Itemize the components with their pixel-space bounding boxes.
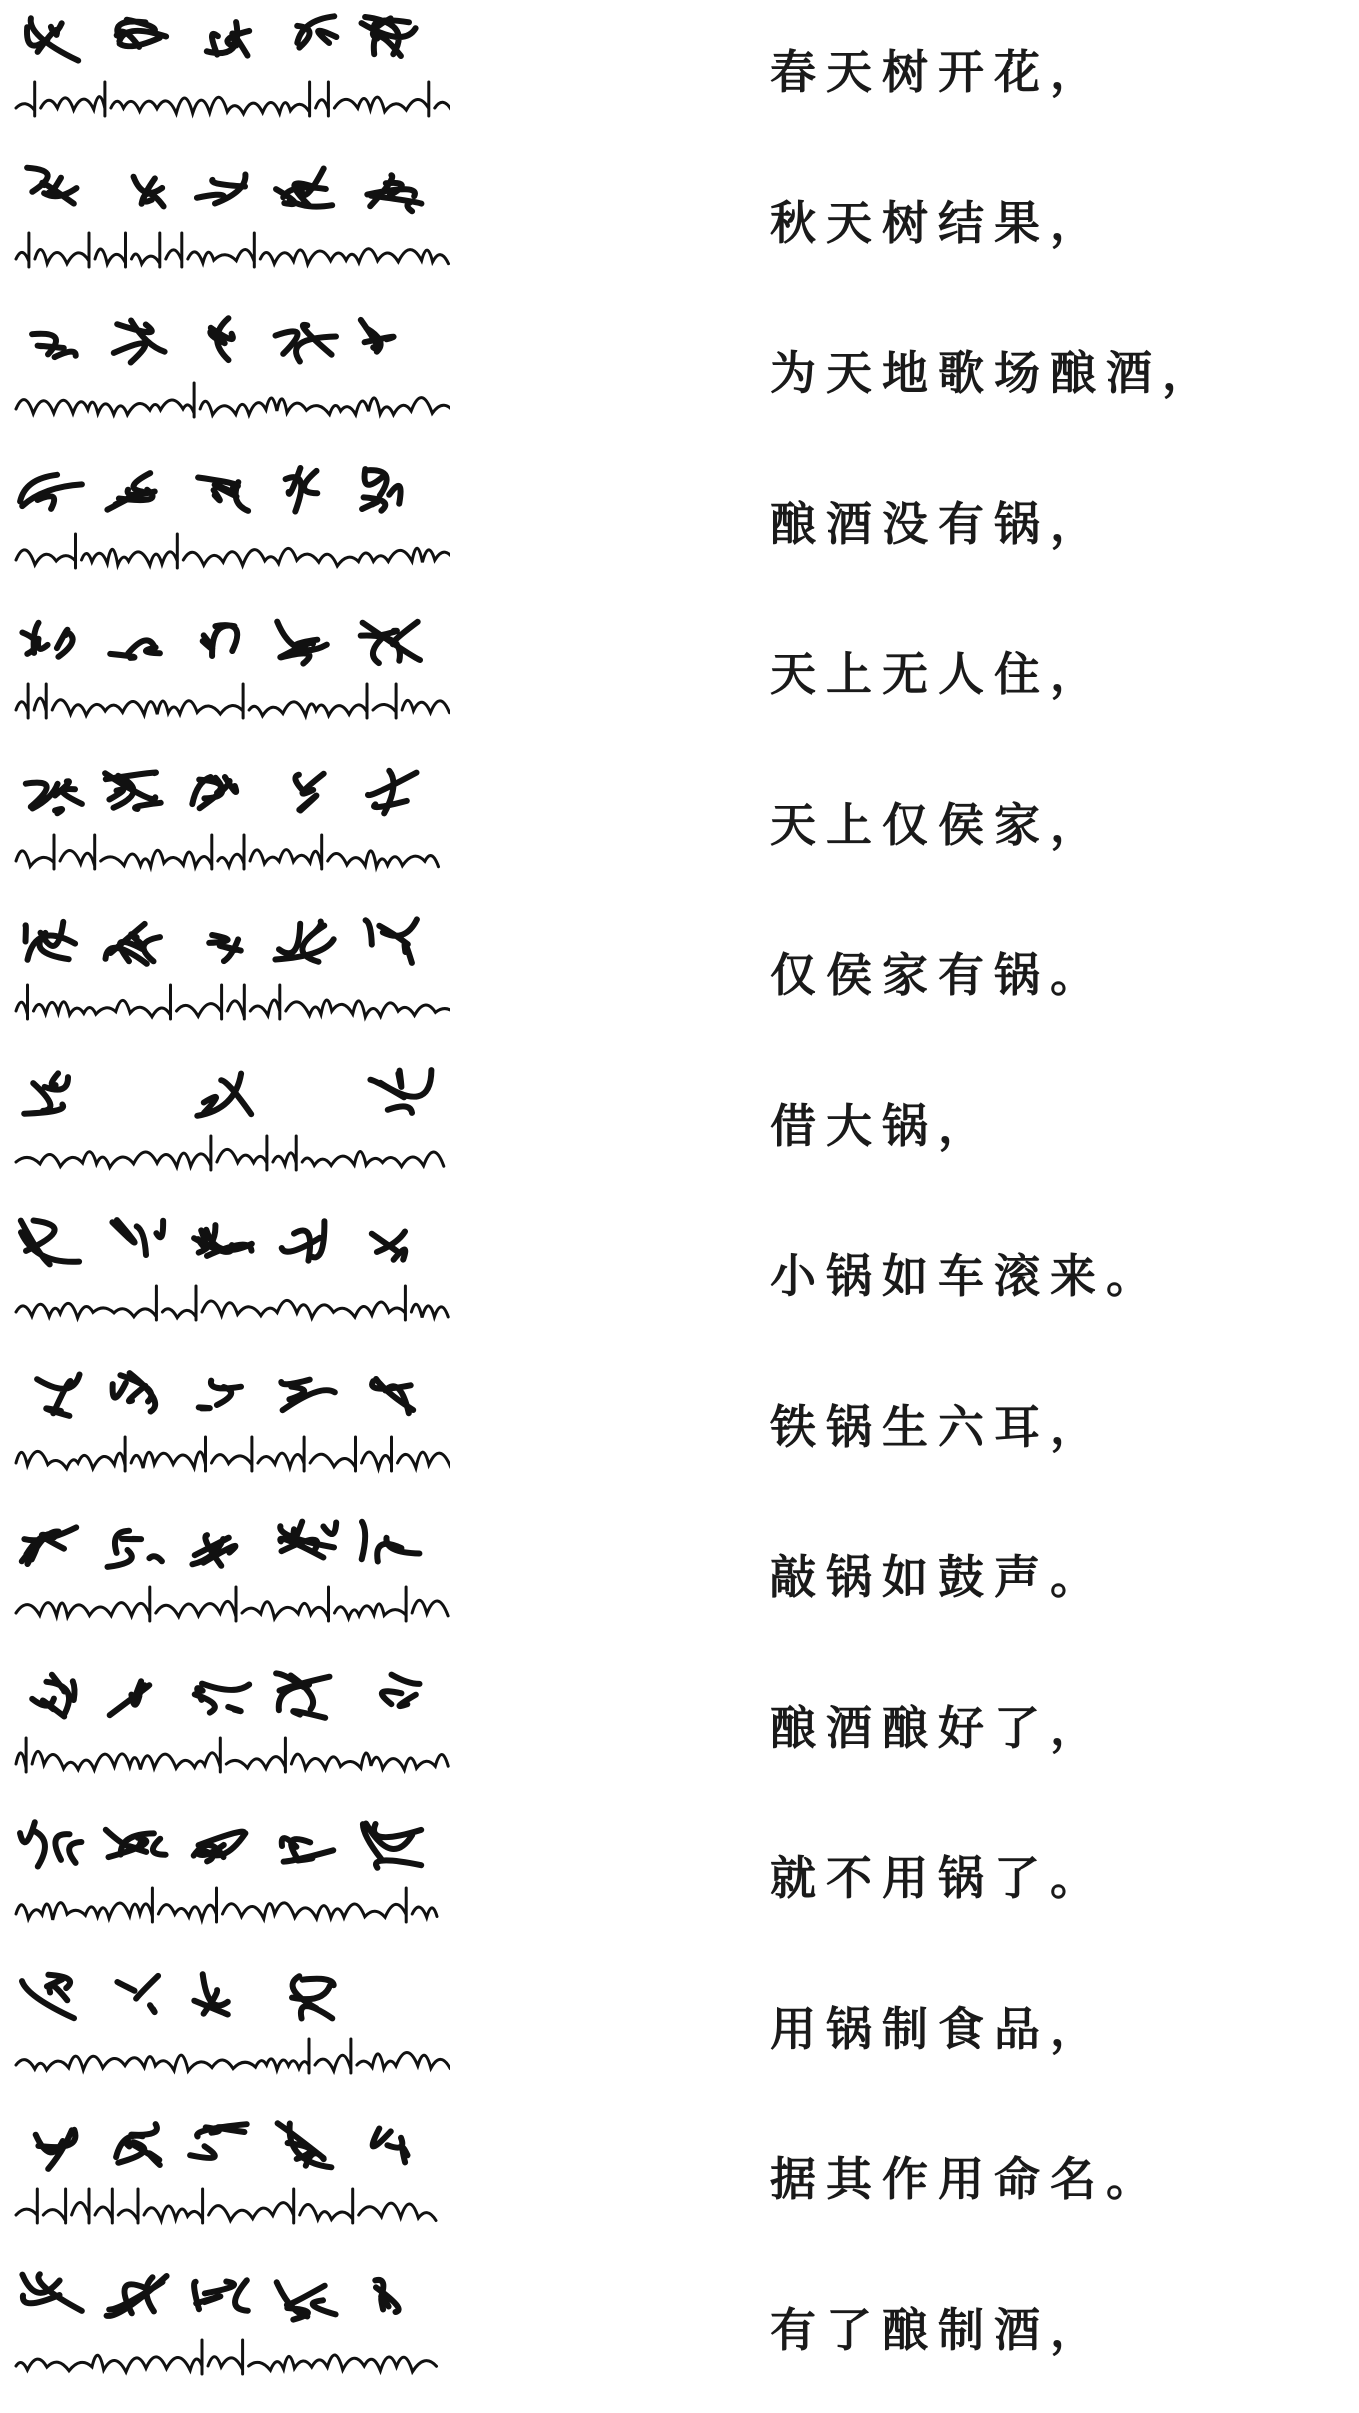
script-glyph [195,1683,250,1712]
script-glyph [197,174,246,203]
script-glyph [367,175,421,211]
script-glyph [372,1232,405,1260]
script-glyph [106,924,161,964]
script-glyph [116,2124,160,2165]
script-glyph [105,772,161,809]
chinese-translation: 铁锅生六耳， [770,1399,1106,1454]
handwritten-script-image [10,1513,450,1643]
romanization-handwriting [16,985,450,1019]
romanization-handwriting [16,233,449,267]
script-glyph [110,640,160,658]
handwritten-script-image [10,2266,450,2396]
verse-row [0,1357,1359,1507]
script-glyph [192,1535,235,1566]
handwritten-script-image [10,1814,450,1944]
chinese-translation: 仅侯家有锅。 [770,948,1106,1002]
script-glyph [199,1380,241,1408]
script-glyph [278,2123,332,2167]
script-glyph [282,1838,334,1862]
script-glyph [362,469,400,511]
handwritten-script-image [10,1212,450,1342]
script-glyph [27,18,78,60]
romanization-handwriting [16,1437,450,1471]
script-glyph [27,167,76,203]
script-glyph [282,1221,325,1261]
script-glyph [276,168,332,206]
handwritten-script-image [10,2115,450,2245]
script-glyph [382,1674,420,1706]
script-glyph [22,2274,81,2311]
verse-row [0,303,1359,453]
script-glyph [190,2124,247,2158]
script-glyph [113,1373,156,1411]
handwritten-script-image [10,8,450,138]
script-glyph [117,20,166,47]
verse-row [0,1959,1359,2109]
verse-row [0,905,1359,1055]
verse-row [0,2109,1359,2259]
handwritten-script-image [10,309,450,439]
script-glyph [363,1824,421,1868]
script-glyph [107,473,154,510]
script-glyph [20,1822,81,1866]
verse-row [0,153,1359,303]
romanization-handwriting [16,1286,448,1320]
chinese-translation: 据其作用命名。 [770,2152,1162,2206]
romanization-handwriting [16,534,450,568]
handwritten-script-image [10,761,450,891]
script-glyph [361,622,420,663]
handwritten-script-image [10,1965,450,2095]
verse-row [0,1056,1359,1206]
script-glyph [192,777,236,808]
script-glyph [194,1832,246,1862]
script-glyph [366,919,417,963]
script-glyph [203,625,238,656]
romanization-handwriting [16,1136,444,1170]
script-glyph [106,1830,166,1857]
chinese-translation: 敲锅如鼓声。 [770,1550,1106,1604]
chinese-translation: 酿酒没有锅， [770,496,1106,551]
verse-row [0,1808,1359,1958]
script-glyph [110,1681,150,1715]
script-glyph [368,770,417,813]
romanization-handwriting [16,684,450,718]
script-glyph [26,922,76,960]
chinese-translation: 天上无人住， [770,647,1106,701]
script-glyph [286,468,318,512]
romanization-handwriting [16,1738,448,1772]
script-glyph [194,1974,228,2014]
script-glyph [276,1673,329,1717]
script-glyph [22,1974,74,2017]
script-glyph [37,1374,79,1415]
chinese-translation: 秋天树结果， [770,195,1106,250]
script-glyph [22,623,72,657]
handwritten-script-image [10,1664,450,1794]
handwritten-script-image [10,911,450,1041]
script-glyph [114,321,165,363]
script-glyph [107,2276,167,2316]
chinese-translation: 小锅如车滚来。 [770,1249,1162,1303]
verse-row [0,755,1359,905]
romanization-handwriting [16,1888,437,1922]
handwritten-script-image [10,460,450,590]
script-glyph [375,2279,398,2311]
romanization-handwriting [16,835,439,869]
chinese-translation: 春天树开花， [770,45,1106,99]
chinese-translation: 有了酿制酒， [770,2302,1106,2357]
script-glyph [20,474,82,508]
script-glyph [24,1073,68,1113]
script-glyph [362,17,416,56]
script-glyph [117,1975,158,2011]
handwritten-script-image [10,1363,450,1493]
verse-row [0,454,1359,604]
chinese-translation: 用锅制食品， [770,2001,1106,2056]
script-glyph [281,1379,335,1410]
romanization-handwriting [16,2340,437,2374]
chinese-translation: 天上仅侯家， [770,797,1106,852]
script-glyph [209,935,241,961]
chinese-translation: 借大锅， [770,1098,994,1153]
script-glyph [361,320,394,352]
verse-row [0,2260,1359,2410]
script-glyph [362,1522,420,1562]
script-glyph [36,2130,76,2169]
script-glyph [108,1531,162,1567]
script-glyph [112,1220,163,1255]
romanization-handwriting [16,1587,448,1621]
script-glyph [277,622,327,664]
script-glyph [32,1674,74,1716]
script-glyph [277,2282,336,2319]
script-glyph [280,1522,336,1558]
script-glyph [373,2129,408,2163]
chinese-translation: 就不用锅了。 [770,1851,1106,1905]
script-glyph [275,922,333,962]
romanization-handwriting [16,2189,436,2223]
handwritten-script-image [10,159,450,289]
verse-row [0,1658,1359,1808]
romanization-handwriting [16,82,450,116]
chinese-translation: 为天地歌场酿酒， [770,346,1218,400]
verse-row [0,1206,1359,1356]
romanization-handwriting [16,2039,450,2073]
script-glyph [292,1976,334,2018]
handwritten-script-image [10,610,450,740]
script-glyph [134,176,164,206]
script-glyph [197,1073,251,1115]
script-glyph [297,16,336,47]
script-glyph [22,1527,76,1564]
script-glyph [32,334,76,357]
script-glyph [194,2280,248,2310]
script-glyph [194,1225,252,1256]
script-glyph [21,1221,79,1265]
verse-row [0,604,1359,754]
script-glyph [372,1379,413,1413]
handwritten-script-image [10,1062,450,1192]
verse-row [0,2,1359,152]
script-glyph [370,1070,431,1113]
chinese-translation: 酿酒酿好了， [770,1700,1106,1755]
script-glyph [198,477,248,510]
script-glyph [26,781,82,813]
romanization-handwriting [16,383,450,417]
script-glyph [295,773,323,810]
script-glyph [210,318,233,360]
verse-row [0,1507,1359,1657]
script-glyph [207,22,249,56]
script-glyph [276,325,337,362]
